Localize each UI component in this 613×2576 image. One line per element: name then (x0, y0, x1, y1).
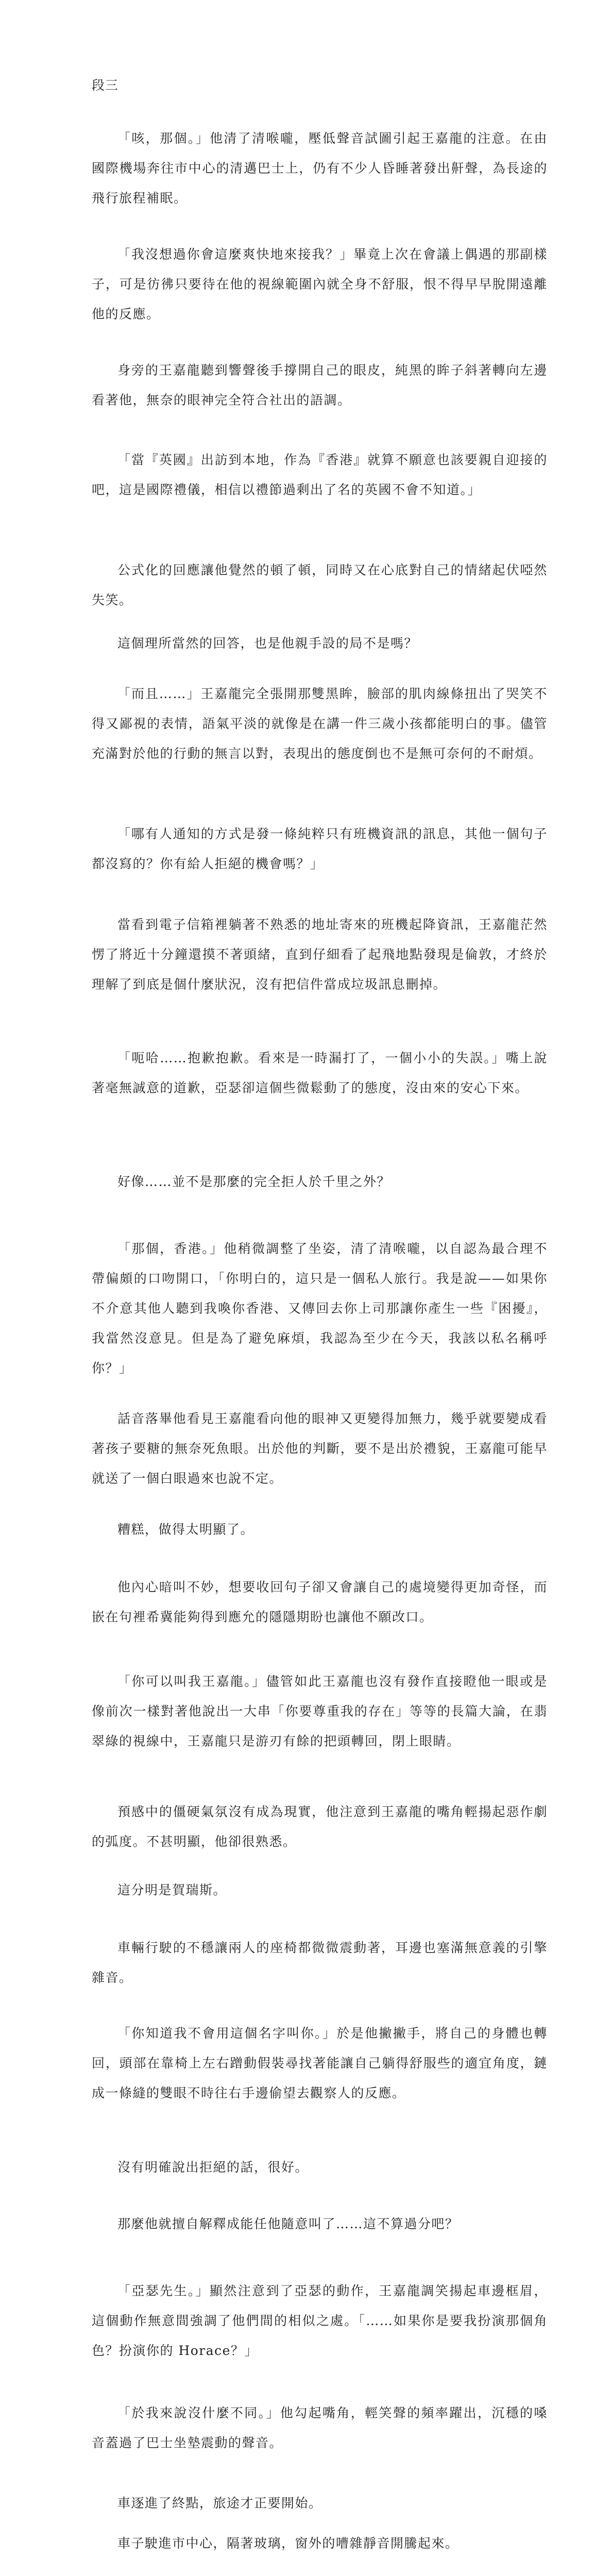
paragraph-24: 「於我來說沒什麼不同。」他勾起嘴角，輕笑聲的頻率躍出，沉穩的嗓音蓋過了巴士坐墊震動的聲音。 (92, 2405, 548, 2450)
paragraph-9: 當看到電子信箱裡躺著不熟悉的地址寄來的班機起降資訊，王嘉龍茫然愣了將近十分鐘還摸不著頭緒，直到仔細看了起飛地點發現是倫敦，才終於理解了到底是個什麼狀況，沒有把信件當成垃圾訊息刪掉。 (92, 917, 548, 992)
paragraph-17: 預感中的僵硬氣氛沒有成為現實，他注意到王嘉龍的嘴角輕揚起惡作劇的弧度。不甚明顯，他卻很熟悉。 (92, 1804, 548, 1849)
paragraph-2: 「我沒想過你會這麼爽快地來接我？」畢竟上次在會議上偶遇的那副樣子，可是彷彿只要待在他的視線範圍內就全身不舒服，恨不得早早脫開遠離他的反應。 (92, 247, 548, 321)
paragraph-14: 糟糕，做得太明顯了。 (117, 1522, 254, 1537)
paragraph-7: 「而且……」王嘉龍完全張開那雙黑眸，臉部的肌肉線條扭出了哭笑不得又鄙視的表情，語氣平淡的就像是在講一件三歲小孩都能明白的事。儘管充滿對於他的行動的無言以對，表現出的態度倒也不是無可奈何的不耐煩。 (92, 686, 548, 761)
paragraph-16: 「你可以叫我王嘉龍。」儘管如此王嘉龍也沒有發作直接瞪他一眼或是像前次一樣對著他說出一大串「你要尊重我的存在」等等的長篇大論，在翡翠綠的視線中，王嘉龍只是游刃有餘的把頭轉回，閉上眼睛。 (92, 1674, 548, 1749)
paragraph-1: 「咳，那個。」他清了清喉嚨，壓低聲音試圖引起王嘉龍的注意。在由國際機場奔往市中心的清邁巴士上，仍有不少人昏睡著發出鼾聲，為長途的飛行旅程補眠。 (92, 131, 548, 206)
paragraph-3: 身旁的王嘉龍聽到響聲後手撐開自己的眼皮，純黑的眸子斜著轉向左邊看著他，無奈的眼神完全符合社出的語調。 (92, 363, 548, 408)
paragraph-10: 「呃哈……抱歉抱歉。看來是一時漏打了，一個小小的失誤。」嘴上說著毫無誠意的道歉，亞瑟卻這個些微鬆動了的態度，沒由來的安心下來。 (92, 1050, 548, 1095)
paragraph-26: 車子駛進市中心，隔著玻璃，窗外的嘈雜靜音開騰起來。 (117, 2536, 459, 2551)
paragraph-19: 車輛行駛的不穩讓兩人的座椅都微微震動著，耳邊也塞滿無意義的引擎雜音。 (92, 1940, 548, 1985)
paragraph-20: 「你知道我不會用這個名字叫你。」於是他撇撇手，將自己的身體也轉回，頭部在靠椅上左右蹭動假裝尋找著能讓自己躺得舒服些的適宜角度，鏈成一條縫的雙眼不時往右手邊偷望去觀察人的反應。 (92, 2026, 548, 2100)
paragraph-22: 那麼他就擅自解釋成能任他隨意叫了……這不算過分吧？ (117, 2216, 459, 2231)
paragraph-21: 沒有明確說出拒絕的話，很好。 (117, 2160, 309, 2175)
paragraph-8: 「哪有人通知的方式是發一條純粹只有班機資訊的訊息，其他一個句子都沒寫的？你有給人拒絕的機會嗎？」 (92, 826, 548, 871)
paragraph-25: 車逐進了終點，旅途才正要開始。 (117, 2496, 322, 2511)
paragraph-18: 這分明是賀瑞斯。 (117, 1883, 227, 1897)
paragraph-13: 話音落畢他看見王嘉龍看向他的眼神又更變得加無力，幾乎就要變成看著孩子要糖的無奈死魚眼。出於他的判斷，要不是出於禮貌，王嘉龍可能早就送了一個白眼過來也說不定。 (92, 1411, 548, 1486)
paragraph-15: 他內心暗叫不妙，想要收回句子卻又會讓自己的處境變得更加奇怪，而嵌在句裡希冀能夠得到應允的隱隱期盼也讓他不願改口。 (92, 1580, 548, 1624)
paragraph-5: 公式化的回應讓他覺然的頓了頓，同時又在心底對自己的情緒起伏啞然失笑。 (92, 563, 548, 607)
paragraph-23: 「亞瑟先生。」顯然注意到了亞瑟的動作，王嘉龍調笑揚起車邊框眉，這個動作無意間強調了他們間的相似之處。「……如果你是要我扮演那個角色？扮演你的 Horace？」 (92, 2283, 548, 2358)
paragraph-6: 這個理所當然的回答，也是他親手設的局不是嗎？ (117, 636, 418, 651)
paragraph-4: 「當『英國』出訪到本地，作為『香港』就算不願意也該要親自迎接的吧，這是國際禮儀，相信以禮節過剩出了名的英國不會不知道。」 (92, 452, 548, 497)
paragraph-12: 「那個，香港。」他稍微調整了坐姿，清了清喉嚨，以自認為最合理不帶偏頗的口吻開口，「你明白的，這只是一個私人旅行。我是說——如果你不介意其他人聽到我喚你香港、又傳回去你上司那讓你產生一些『困擾』，我當然沒意見。但是為了避免麻煩，我認為至少在今天，我該以私名稱呼你？」 (92, 1241, 548, 1376)
paragraph-11: 好像……並不是那麼的完全拒人於千里之外？ (117, 1174, 391, 1189)
section-heading: 段三 (92, 78, 119, 93)
